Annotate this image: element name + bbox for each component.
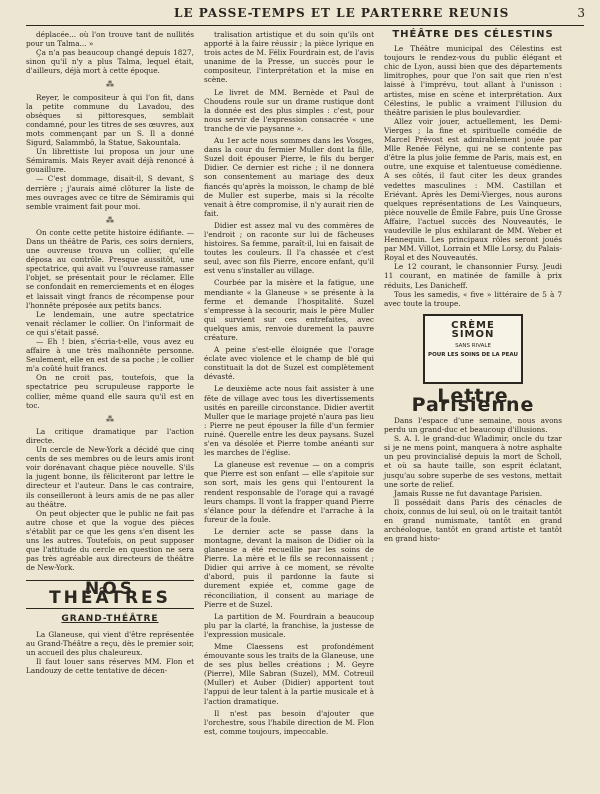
header-rule bbox=[26, 25, 584, 26]
separator-asterism: ⁂ bbox=[106, 80, 114, 90]
paragraph: tralisation artistique et du soin qu'ils ont apporté à la faire réussir ; la pièce lyrique en trois actes de M. Félix Fourdrain est, de l'avis unanime de la Presse, un succès pour le compositeur, l'interprétation et la mise en scène. bbox=[204, 30, 374, 85]
lettre-parisienne-heading: Lettre Parisienne bbox=[411, 384, 535, 416]
paragraph: Il possédait dans Paris des cénacles de choix, connus de lui seul, où on le traitait tantôt en grand numismate, tantôt en grand archéologue, tantôt en grand artiste et tantôt en grand histo- bbox=[384, 497, 562, 544]
page-header bbox=[26, 6, 586, 24]
paragraph: — Eh ! bien, s'écria-t-elle, vous avez eu affaire à une très malhonnête personne. Seulement, elle en est de sa poche ; le collier m'a coûté huit francs. bbox=[26, 337, 194, 374]
section-heading: THÉÂTRE DES CÉLESTINS bbox=[392, 29, 554, 40]
ad-brand: SIMON bbox=[451, 328, 495, 340]
paragraph: La critique dramatique par l'action directe. bbox=[26, 426, 194, 445]
paragraph: Le dernier acte se passe dans la montagne, devant la maison de Didier où la glaneuse a été recueillie par les soins de Pierre. La mère et le fils se reconnaissent ; Didier qui arrive à ce moment, se révolte d'abord, puis il pardonne la faute si durement expiée et, comme gage de réconciliation, il consent au mariage de Pierre et de Suzel. bbox=[204, 526, 374, 609]
paragraph: Le Théâtre municipal des Célestins est toujours le rendez-vous du public élégant et chic de Lyon, aussi bien que des départements limitrophes, pour que l'on sait que rien n'est laissé à l'imprévu, tout allant à l'unisson : artistes, mise en scène et interprétation. Aux Célestins, le public a vraiment l'illusion du théâtre parisien le plus boulevardier. bbox=[384, 44, 562, 117]
paragraph: La glaneuse est revenue — on a compris que Pierre est son enfant — elle s'apitoie sur son sort, mais les gens qui l'entourent la rendent responsable de l'orage qui a ravagé leurs champs. Il vont la frapper quand Pierre s'élance pour la défendre et l'arrache à la fureur de la foule. bbox=[204, 460, 374, 524]
paragraph: Ça n'a pas beaucoup changé depuis 1827, sinon qu'il n'y a plus Talma, lequel était, d'ailleurs, déjà mort à cette époque. bbox=[26, 48, 194, 76]
paragraph: Dans l'espace d'une semaine, nous avons perdu un grand-duc et beaucoup d'illusions. bbox=[384, 416, 562, 435]
column-2 bbox=[204, 30, 374, 736]
paragraph: Il faut louer sans réserves MM. Flon et Landouzy de cette tentative de décen- bbox=[26, 656, 194, 675]
paragraph: Mme Claessens est profondément émouvante sous les traits de la Glaneuse, une de ses plus belles créations ; M. Geyre (Pierre), Mlle Sabran (Suzel), MM. Cotreuil (Muller) et Auber (Didier) apportent tout l'appui de leur talent à la partie musicale et à l'action dramatique. bbox=[204, 642, 374, 706]
paragraph: Reyer, le compositeur à qui l'on fit, dans la petite commune du Lavadou, des obsèques si pittoresques, semblait condamné, pour les titres de ses œuvres, aux mots commençant par un S. Il a donné Sigurd, Salammbô, la Statue, Sakountala. bbox=[26, 92, 194, 148]
paragraph: On conte cette petite histoire édifiante. — Dans un théâtre de Paris, ces soirs derniers, une ouvreuse trouva un collier, qu'elle déposa au contrôle. Presque aussitôt, une spectatrice, qui avait vu l'ouvreuse ramasser l'objet, se présentait pour le réclamer. Elle se confondait en remerciements et en éloges et laissait vingt francs de récompense pour l'honnête préposée aux petits bancs. bbox=[26, 227, 194, 310]
paragraph: A peine s'est-elle éloignée que l'orage éclate avec violence et le champ de blé qui constituait la dot de Suzel est complètement dévasté. bbox=[204, 345, 374, 382]
paragraph: La partition de M. Fourdrain a beaucoup plu par la clarté, la franchise, la justesse de l'expression musicale. bbox=[204, 611, 374, 639]
paragraph: Le 12 courant, le chansonnier Fursy. Jeudi 11 courant, en matinée de famille à prix réduits, Les Danicheff. bbox=[384, 262, 562, 290]
paragraph: — C'est dommage, disait-il, S devant, S derrière ; j'aurais aimé clôturer la liste de mes ouvrages avec ce titre de Sémiramis qui semble vraiment fait pour moi. bbox=[26, 174, 194, 211]
paragraph: Jamais Russe ne fut davantage Parisien. bbox=[394, 488, 543, 498]
paragraph: Le deuxième acte nous fait assister à une fête de village avec tous les divertissements usités en pareille circonstance. Didier avertit Muller que le mariage projeté n'aura pas lieu : Pierre ne peut épouser la fille d'un fermier ruiné. Querelle entre les deux paysans. Suzel s'en va désolée et Pierre tombe anéanti sur les marches de l'église. bbox=[204, 384, 374, 458]
paragraph: déplacée... où l'on trouve tant de nullités pour un Talma... » bbox=[26, 30, 194, 49]
paragraph: Courbée par la misère et la fatigue, une mendiante « la Glaneuse » se présente à la ferme et demande l'hospitalité. Suzel s'empresse à la secourir, mais le père Muller qui survient sur ces entrefaites, avec quelques amis, renvoie durement la pauvre créature. bbox=[204, 278, 374, 342]
column-3 bbox=[384, 30, 562, 543]
paragraph: Didier est assez mal vu des commères de l'endroit ; on raconte sur lui de fâcheuses histoires. Sa femme, paraît-il, lui en faisait de toutes les couleurs. Il l'a chassée et c'est seul, avec son fils Pierre, encore enfant, qu'il est venu s'installer au village. bbox=[204, 220, 374, 276]
paragraph: Un cercle de New-York a décidé que cinq cents de ses membres ou de leurs amis iront voir dorénavant chaque pièce nouvelle. S'ils la jugent bonne, ils féliciteront par lettre le directeur et l'auteur. Dans le cas contraire, ils conseilleront à leurs amis de ne pas aller au théâtre. bbox=[26, 445, 194, 509]
paragraph: Allez voir jouer, actuellement, les Demi-Vierges ; la fine et spirituelle comédie de Marcel Prévost est admirablement jouée par Mlle Renée Félyne, qui ne se contente pas d'être la plus jolie femme de Paris, mais est, en outre, une exquise et talentueuse comédienne. A ses côtés, il faut citer les deux grandes vedettes masculines : MM. Castillan et Eriévant. Après les Demi-Vierges, nous aurons quelques représentations de Les Vainqueurs, pièce nouvelle de Émile Fabre, puis Une Grosse Affaire, l'actuel succès des Nouveautés, le vaudeville le plus exhilarant de MM. Weber et Hennequin. Les principaux rôles seront joués par MM. Villot, Lorrain et Mlle Lorsy, du Palais-Royal et des Nouveautés. bbox=[384, 116, 562, 263]
paragraph: S. A. I. le grand-duc Wladimir, oncle du tzar si je ne mens point, manquera à notre asphalte un peu provincialisé depuis la mort de Scholl, et où sa haute taille, son esprit éclatant, jusqu'au sobre superbe de ses vestons, mettait une sorte de relief. bbox=[384, 434, 562, 489]
ad-line: SANS RIVALE bbox=[455, 343, 491, 349]
section-subheading: GRAND-THÉÂTRE bbox=[61, 613, 159, 624]
paragraph: Un librettiste lui proposa un jour une Sémiramis. Mais Reyer avait déjà renoncé à gouaillure. bbox=[26, 147, 194, 175]
column-1 bbox=[26, 30, 194, 675]
paragraph: On ne croit pas, toutefois, que la spectatrice peu scrupuleuse rapporte le collier, même quand elle saura qu'il est en toc. bbox=[26, 373, 194, 410]
separator-asterism: ⁂ bbox=[106, 215, 114, 225]
paragraph: Il n'est pas besoin d'ajouter que l'orchestre, sous l'habile direction de M. Flon est, comme toujours, impeccable. bbox=[204, 708, 374, 736]
section-banner: NOS THÉÂTRES bbox=[26, 580, 194, 608]
paragraph: On peut objecter que le public ne fait pas autre chose et que la vogue des pièces s'établit par ce que les gens s'en disent les uns les autres. Toutefois, on peut supposer que l'attitude du cercle en question ne sera pas très agréable aux directeurs de théâtre de New-York. bbox=[26, 508, 194, 573]
separator-asterism: ⁂ bbox=[106, 414, 114, 424]
ad-line: CRÈME bbox=[451, 319, 495, 331]
publication-title: LE PASSE-TEMPS ET LE PARTERRE REUNIS bbox=[174, 6, 510, 20]
paragraph: Le lendemain, une autre spectatrice venait réclamer le collier. On l'informait de ce qui s'était passé. bbox=[26, 309, 194, 337]
page-number: 3 bbox=[577, 6, 586, 20]
advertisement-creme-simon bbox=[423, 314, 523, 384]
paragraph: Le livret de MM. Bernède et Paul de Choudens roule sur un drame rustique dont la donnée est des plus simples : c'est, pour nous servir de l'expression consacrée « une tranche de vie paysanne ». bbox=[204, 87, 374, 133]
ad-line: POUR LES SOINS DE LA PEAU bbox=[428, 352, 518, 359]
paragraph: Au 1er acte nous sommes dans les Vosges, dans la cour du fermier Muller dont la fille, Suzel doit épouser Pierre, le fils du berger Didier. Ce dernier est riche ; il ne donnera son consentement au mariage des deux fiancés qu'après la moisson, le champ de blé de Muller est superbe, mais si la récolte venait à être compromise, il n'y aurait rien de fait. bbox=[204, 136, 374, 218]
paragraph: Tous les samedis, « five » littéraire de 5 à 7 avec toute la troupe. bbox=[384, 289, 562, 308]
paragraph: La Glaneuse, qui vient d'être représentée au Grand-Théâtre a reçu, dès le premier soir, un accueil des plus chaleureux. bbox=[26, 629, 194, 657]
